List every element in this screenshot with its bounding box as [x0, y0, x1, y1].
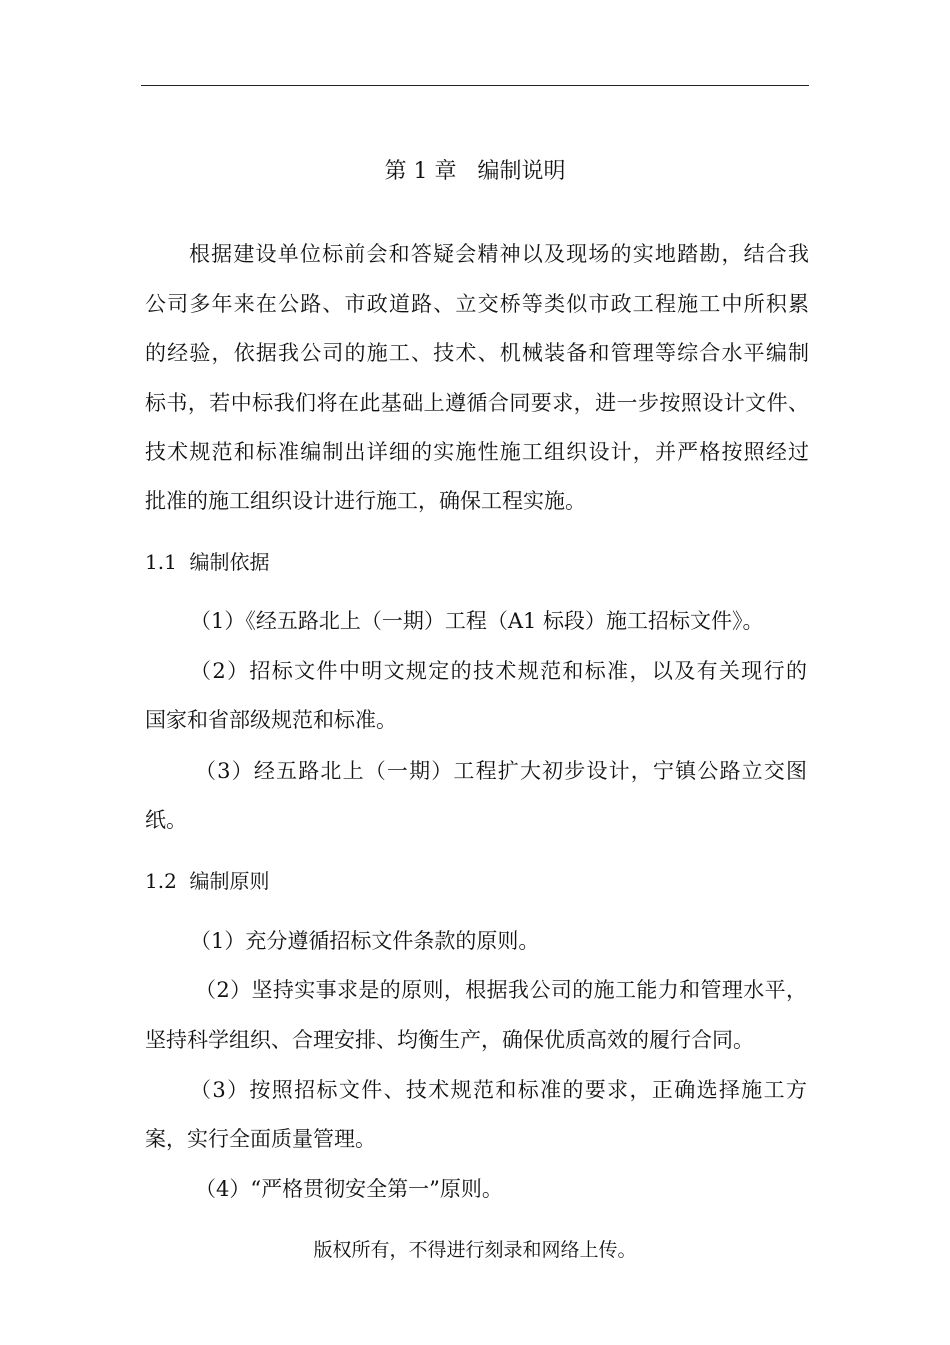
intro-line: 标书，若中标我们将在此基础上遵循合同要求，进一步按照设计文件、 [145, 391, 809, 415]
basis-item-3: （3）经五路北上（一期）工程扩大初步设计，宁镇公路立交图 [195, 759, 807, 783]
principle-item-2-cont: 坚持科学组织、合理安排、均衡生产，确保优质高效的履行合同。 [145, 1028, 754, 1052]
chapter-title: 第 1 章 编制说明 [384, 159, 566, 184]
principle-item-3-cont: 案，实行全面质量管理。 [145, 1127, 376, 1151]
section-heading-1-1: 1.1 编制依据 [145, 550, 270, 574]
basis-item-3-cont: 纸。 [145, 808, 187, 832]
intro-line: 批准的施工组织设计进行施工，确保工程实施。 [145, 489, 586, 513]
basis-item-1: （1）《经五路北上（一期）工程（A1 标段）施工招标文件》。 [190, 609, 764, 633]
principle-item-2: （2）坚持实事求是的原则，根据我公司的施工能力和管理水平， [195, 978, 807, 1002]
principle-item-3: （3）按照招标文件、技术规范和标准的要求，正确选择施工方 [190, 1078, 807, 1102]
basis-item-2: （2）招标文件中明文规定的技术规范和标准，以及有关现行的 [190, 659, 807, 683]
principle-item-4: （4）“严格贯彻安全第一”原则。 [195, 1177, 503, 1201]
basis-item-2-cont: 国家和省部级规范和标准。 [145, 708, 397, 732]
header-rule [141, 85, 809, 86]
section-heading-1-2: 1.2 编制原则 [145, 869, 270, 893]
intro-line: 公司多年来在公路、市政道路、立交桥等类似市政工程施工中所积累 [145, 292, 809, 316]
intro-line: 技术规范和标准编制出详细的实施性施工组织设计，并严格按照经过 [145, 440, 809, 464]
intro-line: 根据建设单位标前会和答疑会精神以及现场的实地踏勘，结合我 [189, 242, 809, 266]
intro-line: 的经验，依据我公司的施工、技术、机械装备和管理等综合水平编制 [145, 341, 809, 365]
principle-item-1: （1）充分遵循招标文件条款的原则。 [190, 929, 540, 953]
copyright-footer: 版权所有，不得进行刻录和网络上传。 [313, 1239, 637, 1261]
